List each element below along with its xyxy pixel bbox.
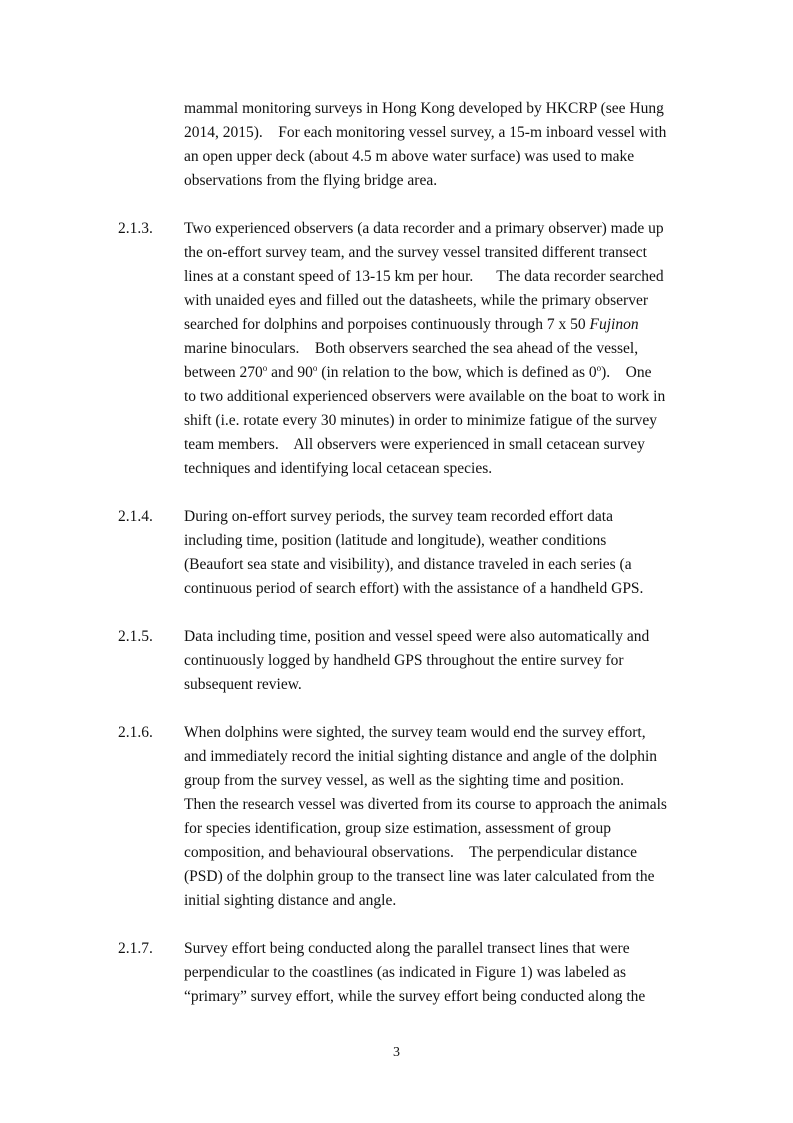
text-segment: between 270: [184, 364, 263, 381]
degree-superscript: o: [262, 362, 268, 373]
text-line: team members. All observers were experienced in small cetacean survey: [184, 436, 645, 453]
text-line: mammal monitoring surveys in Hong Kong developed by HKCRP (see Hung: [184, 100, 664, 117]
text-line: During on-effort survey periods, the survey team recorded effort data: [184, 508, 613, 525]
text-segment: and 90: [267, 364, 313, 381]
italic-brand-name: Fujinon: [589, 316, 639, 333]
text-line: (PSD) of the dolphin group to the transect line was later calculated from the: [184, 868, 655, 885]
text-line: lines at a constant speed of 13-15 km per hour. The data recorder searched: [184, 268, 664, 285]
text-line: techniques and identifying local cetacean species.: [184, 460, 493, 477]
degree-superscript: o: [312, 362, 318, 373]
text-line: Two experienced observers (a data recorder and a primary observer) made up: [184, 220, 664, 237]
page-number: 3: [393, 1045, 400, 1060]
paragraph-number: 2.1.6.: [118, 724, 153, 741]
text-line: perpendicular to the coastlines (as indicated in Figure 1) was labeled as: [184, 964, 627, 981]
text-line: Then the research vessel was diverted from its course to approach the animals: [184, 796, 667, 813]
text-line: continuous period of search effort) with the assistance of a handheld GPS.: [184, 580, 644, 597]
text-line: initial sighting distance and angle.: [184, 892, 397, 909]
text-segment: (in relation to the bow, which is defined as 0: [317, 364, 597, 381]
text-line: composition, and behavioural observations. The perpendicular distance: [184, 844, 637, 861]
text-segment: ). One: [601, 364, 652, 381]
text-line: (Beaufort sea state and visibility), and distance traveled in each series (a: [184, 556, 632, 573]
text-line: When dolphins were sighted, the survey team would end the survey effort,: [184, 724, 646, 741]
paragraph-number: 2.1.4.: [118, 508, 153, 525]
text-line: the on-effort survey team, and the survey vessel transited different transect: [184, 244, 647, 261]
text-line: continuously logged by handheld GPS throughout the entire survey for: [184, 652, 624, 669]
text-line: marine binoculars. Both observers searched the sea ahead of the vessel,: [184, 340, 639, 357]
paragraph-number: 2.1.3.: [118, 220, 153, 237]
paragraph-number: 2.1.5.: [118, 628, 153, 645]
text-line: “primary” survey effort, while the survey effort being conducted along the: [184, 988, 646, 1005]
text-line: and immediately record the initial sighting distance and angle of the dolphin: [184, 748, 658, 765]
text-line: [184, 361, 652, 385]
paragraph-number: 2.1.7.: [118, 940, 153, 957]
text-line: subsequent review.: [184, 676, 302, 693]
text-line: [184, 313, 639, 337]
text-line: shift (i.e. rotate every 30 minutes) in order to minimize fatigue of the survey: [184, 412, 658, 429]
degree-superscript: o: [596, 362, 602, 373]
text-line: with unaided eyes and filled out the datasheets, while the primary observer: [184, 292, 648, 309]
text-line: Survey effort being conducted along the parallel transect lines that were: [184, 940, 630, 957]
text-line: 2014, 2015). For each monitoring vessel survey, a 15-m inboard vessel with: [184, 124, 667, 141]
text-line: for species identification, group size estimation, assessment of group: [184, 820, 612, 837]
text-line: including time, position (latitude and longitude), weather conditions: [184, 532, 607, 549]
text-segment: searched for dolphins and porpoises continuously through 7 x 50: [184, 316, 590, 333]
text-line: observations from the flying bridge area.: [184, 172, 438, 189]
text-line: to two additional experienced observers were available on the boat to work in: [184, 388, 666, 405]
text-line: an open upper deck (about 4.5 m above water surface) was used to make: [184, 148, 635, 165]
text-line: group from the survey vessel, as well as the sighting time and position.: [184, 772, 624, 789]
text-line: Data including time, position and vessel speed were also automatically and: [184, 628, 650, 645]
